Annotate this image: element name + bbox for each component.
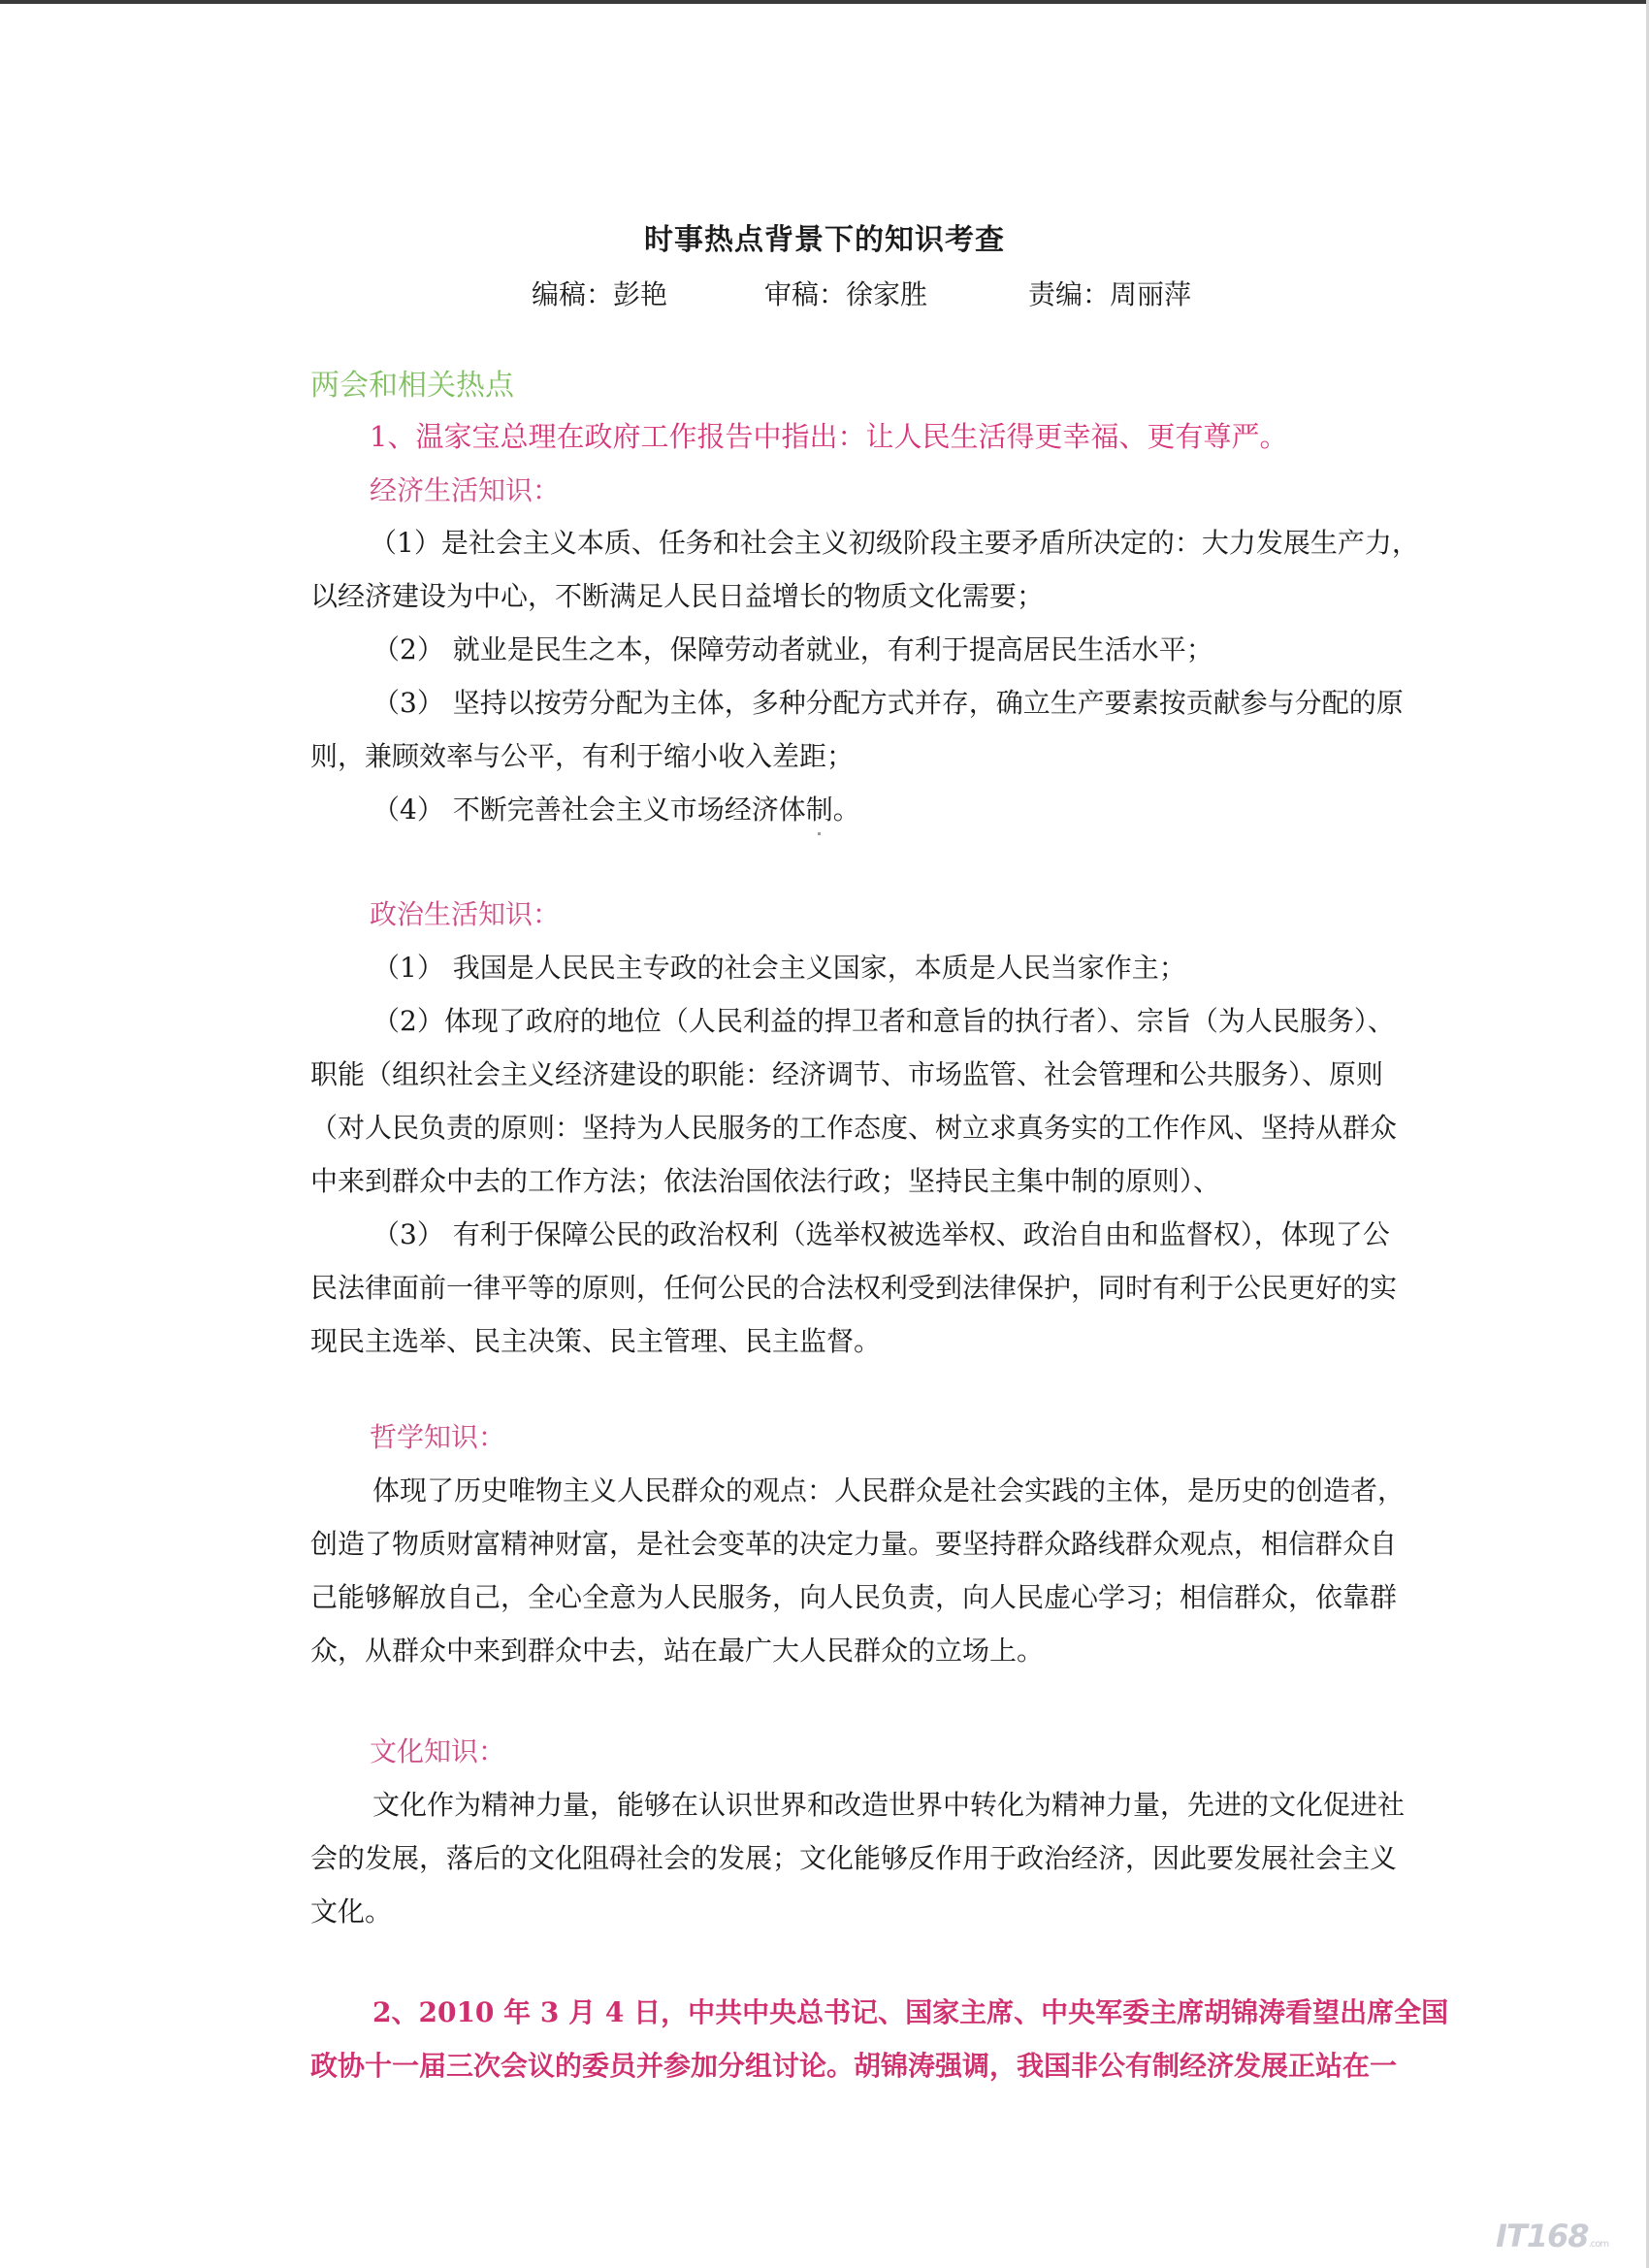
econ-point-3-line-1: （3） 坚持以按劳分配为主体，多种分配方式并存，确立生产要素按贡献参与分配的原 bbox=[372, 687, 1404, 719]
philosophy-heading: 哲学知识： bbox=[370, 1421, 506, 1453]
econ-point-3-line-2: 则，兼顾效率与公平，有利于缩小收入差距； bbox=[310, 740, 855, 772]
reviewer-credit: 审稿：徐家胜 bbox=[764, 278, 928, 310]
politics-heading: 政治生活知识： bbox=[370, 898, 561, 930]
culture-line-3: 文化。 bbox=[310, 1895, 393, 1928]
politics-point-2-line-1: （2）体现了政府的地位（人民利益的捍卫者和意旨的执行者）、宗旨（为人民服务）、 bbox=[372, 1005, 1395, 1037]
scan-edge-top bbox=[0, 0, 1649, 4]
econ-point-1-line-2: 以经济建设为中心，不断满足人民日益增长的物质文化需要； bbox=[310, 580, 1045, 612]
politics-point-2-line-2: 职能（组织社会主义经济建设的职能：经济调节、市场监管、社会管理和公共服务）、原则 bbox=[310, 1058, 1384, 1090]
philosophy-line-3: 己能够解放自己，全心全意为人民服务，向人民负责，向人民虚心学习；相信群众，依靠群 bbox=[310, 1581, 1398, 1613]
item-2-line-1: 2、2010 年 3 月 4 日，中共中央总书记、国家主席、中央军委主席胡锦涛看望出席全国 bbox=[372, 1996, 1449, 2028]
page-title: 时事热点背景下的知识考查 bbox=[644, 223, 1005, 257]
responsible-editor-credit: 责编：周丽萍 bbox=[1028, 278, 1192, 310]
politics-point-3-line-3: 现民主选举、民主决策、民主管理、民主监督。 bbox=[310, 1325, 882, 1357]
politics-point-3-line-2: 民法律面前一律平等的原则，任何公民的合法权利受到法律保护，同时有利于公民更好的实 bbox=[310, 1272, 1398, 1304]
politics-point-2-line-4: 中来到群众中去的工作方法；依法治国依法行政；坚持民主集中制的原则）、 bbox=[310, 1165, 1221, 1197]
watermark-text: IT168 bbox=[1496, 2218, 1589, 2254]
politics-point-3-line-1: （3） 有利于保障公民的政治权利（选举权被选举权、政治自由和监督权），体现了公 bbox=[372, 1218, 1390, 1250]
culture-line-2: 会的发展，落后的文化阻碍社会的发展；文化能够反作用于政治经济，因此要发展社会主义 bbox=[310, 1842, 1398, 1874]
econ-point-4: （4） 不断完善社会主义市场经济体制。 bbox=[372, 794, 860, 826]
watermark-logo bbox=[1496, 2218, 1608, 2254]
econ-heading: 经济生活知识： bbox=[370, 474, 561, 506]
credits-line bbox=[532, 274, 1191, 312]
philosophy-line-2: 创造了物质财富精神财富，是社会变革的决定力量。要坚持群众路线群众观点，相信群众自 bbox=[310, 1528, 1398, 1560]
watermark-suffix: .com bbox=[1588, 2239, 1609, 2250]
philosophy-line-4: 众，从群众中来到群众中去，站在最广大人民群众的立场上。 bbox=[310, 1635, 1045, 1667]
section-heading: 两会和相关热点 bbox=[310, 369, 514, 403]
scan-speck bbox=[818, 832, 821, 835]
item-2-line-2: 政协十一届三次会议的委员并参加分组讨论。胡锦涛强调，我国非公有制经济发展正站在一 bbox=[310, 2050, 1398, 2082]
politics-point-2-line-3: （对人民负责的原则：坚持为人民服务的工作态度、树立求真务实的工作作风、坚持从群众 bbox=[310, 1112, 1398, 1144]
culture-heading: 文化知识： bbox=[370, 1735, 506, 1767]
philosophy-line-1: 体现了历史唯物主义人民群众的观点：人民群众是社会实践的主体，是历史的创造者， bbox=[372, 1474, 1406, 1507]
item-1-heading: 1、温家宝总理在政府工作报告中指出：让人民生活得更幸福、更有尊严。 bbox=[370, 420, 1288, 453]
econ-point-2: （2） 就业是民生之本，保障劳动者就业，有利于提高居民生活水平； bbox=[372, 633, 1213, 665]
econ-point-1-line-1: （1）是社会主义本质、任务和社会主义初级阶段主要矛盾所决定的：大力发展生产力， bbox=[370, 527, 1419, 559]
culture-line-1: 文化作为精神力量，能够在认识世界和改造世界中转化为精神力量，先进的文化促进社 bbox=[372, 1789, 1406, 1821]
politics-point-1: （1） 我国是人民民主专政的社会主义国家，本质是人民当家作主； bbox=[372, 952, 1186, 984]
editor-credit: 编稿：彭艳 bbox=[532, 278, 668, 310]
